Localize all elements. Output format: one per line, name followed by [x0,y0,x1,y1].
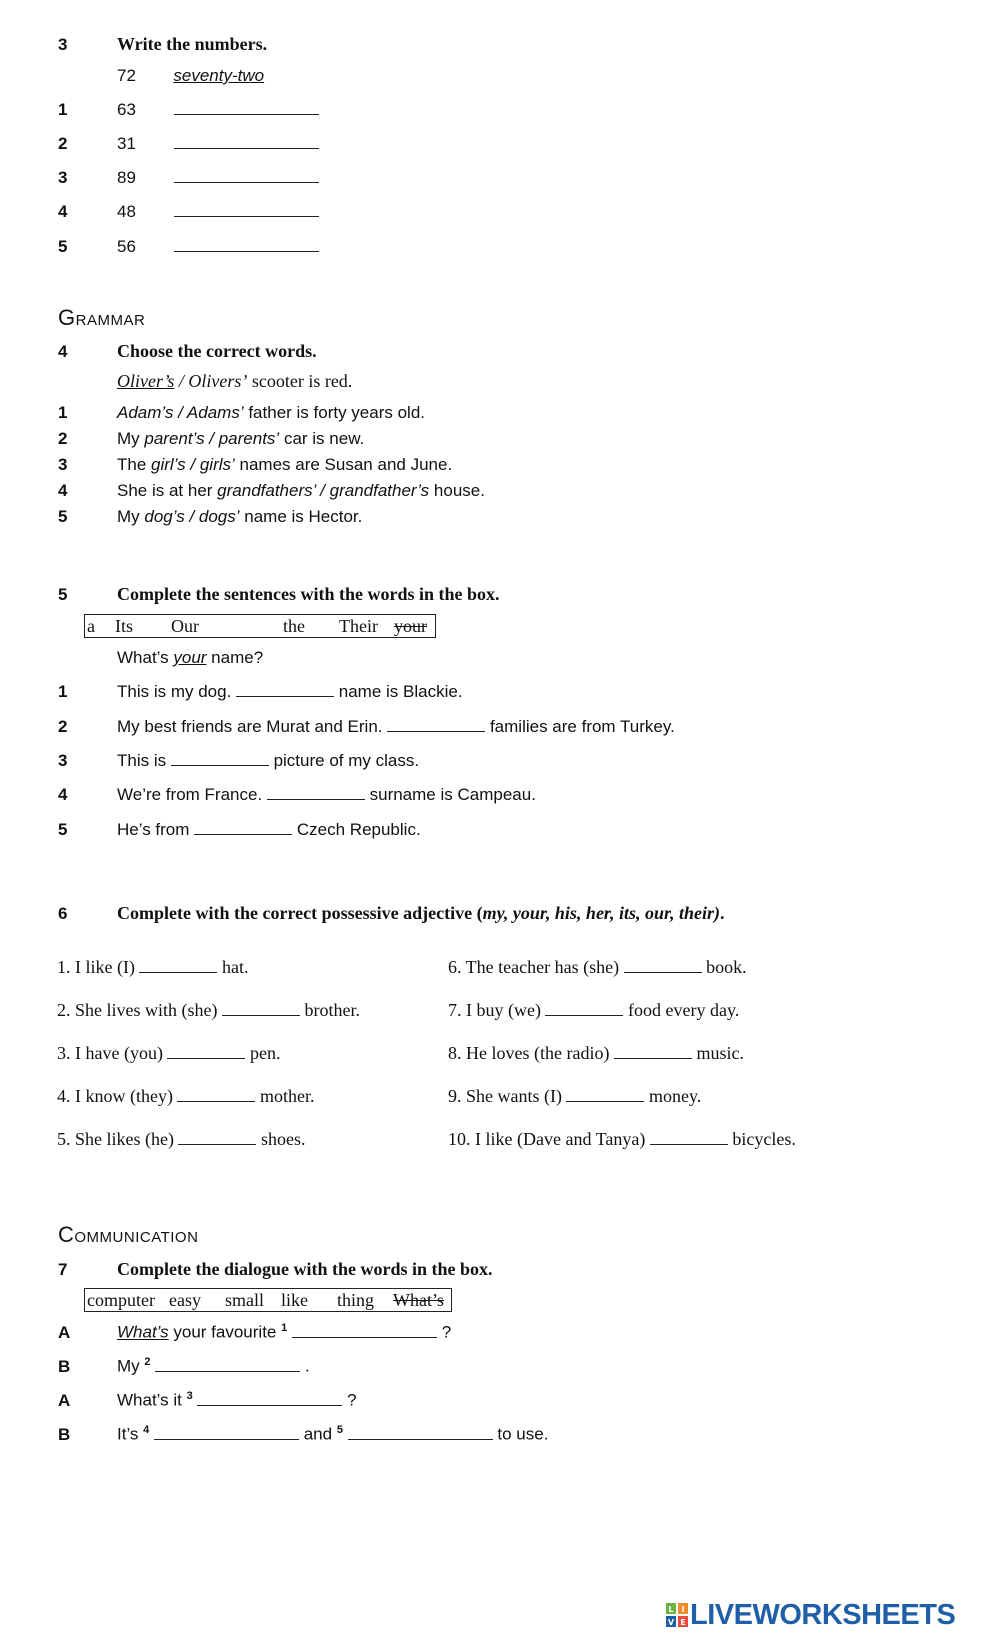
answer-blank[interactable] [197,1391,342,1406]
ex3-item [117,100,319,120]
grammar-section-title: Grammar [58,305,146,330]
ex5-item-text: We’re from France. [117,785,267,804]
ex4-item-text: The [117,455,152,474]
ex3-item-value: 56 [117,237,136,256]
ex5-box-word: Its [115,616,133,636]
ex6-item-text: 7. I buy (we) [448,1000,546,1020]
ex4-item-text: name is Hector. [239,507,363,526]
ex7-speaker: B [58,1357,71,1376]
ex5-item [117,682,463,702]
ex6-item-text: 5. She likes (he) [57,1129,179,1149]
ex6-title-pre: Complete with the correct possessive adjective ( [117,903,483,923]
answer-blank[interactable] [650,1130,728,1145]
ex4-item-number: 3 [58,455,68,474]
ex4-item-number: 5 [58,507,68,526]
ex3-item-number: 1 [58,100,68,119]
ex6-item [57,1086,314,1107]
answer-blank[interactable] [174,237,319,252]
ex7-line-text: to use. [492,1424,549,1444]
ex6-item-text: 4. I know (they) [57,1086,178,1106]
ex3-example [117,66,264,86]
liveworksheets-logo-icon [665,1602,689,1628]
ex7-speaker: A [58,1323,71,1342]
ex6-item-text: money. [644,1086,702,1106]
ex5-box-word-crossed: your [394,616,427,636]
ex5-word-box [84,614,436,638]
ex4-item-number: 1 [58,403,68,422]
ex5-item-text: Czech Republic. [292,820,421,839]
liveworksheets-brand-text: LIVEWORKSHEETS [690,1598,956,1631]
logo-letter: E [680,1618,686,1627]
ex4-item-options[interactable]: girl’s / girls’ [151,455,235,474]
ex4-example [117,371,352,392]
ex5-item-text: picture of my class. [268,751,420,770]
ex4-item-text: She is at her [117,481,218,500]
answer-blank[interactable] [545,1001,623,1016]
ex6-item [448,1086,701,1107]
ex5-item-number: 4 [58,785,68,804]
answer-blank[interactable] [194,820,292,835]
ex6-item-text: 9. She wants (I) [448,1086,567,1106]
ex7-line-text: What’s it [117,1390,187,1410]
ex7-box-word: thing [337,1290,375,1310]
ex3-item-value: 31 [117,134,136,153]
answer-blank[interactable] [387,717,485,732]
answer-blank[interactable] [178,1130,256,1145]
ex5-item-number: 1 [58,682,68,701]
ex7-number: 7 [58,1260,68,1279]
ex3-item-number: 4 [58,202,68,221]
ex7-gap-number: 4 [143,1424,150,1436]
ex6-item-text: 1. I like (I) [57,957,140,977]
ex4-item-text: My [117,507,145,526]
answer-blank[interactable] [566,1087,644,1102]
ex7-box-word: like [281,1290,308,1310]
ex7-title: Complete the dialogue with the words in the box. [117,1259,493,1279]
ex4-item-text: My [117,429,145,448]
ex3-item [117,237,319,257]
answer-blank[interactable] [155,1357,300,1372]
ex5-example-pre: What’s [117,648,174,667]
ex7-line-text: ? [436,1322,452,1342]
ex4-item-text: names are Susan and June. [234,455,453,474]
ex7-line-text: and [299,1424,337,1444]
answer-blank[interactable] [167,1044,245,1059]
ex6-title [117,903,724,924]
ex5-item [117,820,421,840]
ex6-item [57,1000,360,1021]
ex6-item-text: 3. I have (you) [57,1043,168,1063]
ex3-number: 3 [58,35,68,54]
ex4-item [117,403,425,423]
answer-blank[interactable] [236,682,334,697]
ex6-number: 6 [58,904,68,923]
ex4-item [117,507,362,527]
ex5-example-post: name? [206,648,264,667]
ex5-item-text: surname is Campeau. [364,785,536,804]
ex4-example-option-a: Oliver’s [117,371,175,391]
logo-letter: L [668,1605,674,1614]
ex7-gap-number: 3 [186,1390,193,1402]
ex6-item-text: food every day. [623,1000,740,1020]
answer-blank[interactable] [171,751,269,766]
ex7-box-word: easy [169,1290,201,1310]
ex6-item [57,957,248,978]
answer-blank[interactable] [292,1323,437,1338]
ex7-line-text: It’s [117,1424,144,1444]
answer-blank[interactable] [139,958,217,973]
ex5-item-text: He’s from [117,820,195,839]
ex4-example-rest: scooter is red. [247,371,353,391]
ex5-title: Complete the sentences with the words in the box. [117,584,500,604]
ex4-example-sep: / [174,371,189,391]
ex6-title-post: . [719,903,725,923]
ex6-item [57,1043,280,1064]
ex3-item-value: 48 [117,202,136,221]
ex4-item-text: father is forty years old. [243,403,426,422]
ex4-title: Choose the correct words. [117,341,317,361]
ex3-item-value: 63 [117,100,136,119]
ex6-item-text: music. [691,1043,744,1063]
ex5-example [117,648,263,668]
ex7-gap-number: 2 [144,1356,151,1368]
answer-blank[interactable] [348,1425,493,1440]
logo-letter: V [667,1618,675,1627]
ex7-example-answer: What’s [117,1322,169,1342]
ex3-item [117,168,319,188]
ex5-item-text: My best friends are Murat and Erin. [117,717,388,736]
ex3-item [117,134,319,154]
ex6-item [448,957,747,978]
ex3-item [117,202,319,222]
ex6-item [448,1129,796,1150]
ex7-gap-number: 1 [281,1322,288,1334]
ex7-speaker: B [58,1425,71,1444]
answer-blank[interactable] [177,1087,255,1102]
ex4-item [117,429,364,449]
ex6-item-text: bicycles. [727,1129,796,1149]
ex7-line-1 [117,1322,451,1343]
ex7-line-2 [117,1356,310,1377]
ex6-item-text: book. [701,957,747,977]
ex6-item-text: brother. [299,1000,360,1020]
ex4-item-number: 4 [58,481,68,500]
ex6-title-words: my, your, his, her, its, our, their) [482,903,720,923]
ex4-item-text: house. [429,481,485,500]
ex5-item-text: This is my dog. [117,682,237,701]
ex5-item-number: 3 [58,751,68,770]
ex4-item-options[interactable]: parent’s / parents’ [144,429,280,448]
ex4-item-options[interactable]: Adam’s / Adams’ [117,403,244,422]
answer-blank[interactable] [174,134,319,149]
answer-blank[interactable] [174,100,319,115]
ex5-box-word: the [283,616,305,636]
answer-blank[interactable] [267,785,365,800]
ex6-item-text: mother. [255,1086,315,1106]
ex4-number: 4 [58,342,68,361]
ex7-line-text: . [300,1356,310,1376]
ex6-item-text: 10. I like (Dave and Tanya) [448,1129,650,1149]
ex6-item-text: pen. [245,1043,281,1063]
ex5-item [117,717,675,737]
ex6-item-text: 6. The teacher has (she) [448,957,624,977]
ex6-item [57,1129,305,1150]
ex5-item-number: 2 [58,717,68,736]
ex5-box-word: Their [339,616,378,636]
ex3-item-number: 5 [58,237,68,256]
answer-blank[interactable] [174,202,319,217]
ex6-item-text: shoes. [256,1129,306,1149]
ex5-item [117,785,536,805]
ex7-line-text: your favourite [168,1322,282,1342]
ex7-box-word: computer [87,1290,155,1310]
ex7-line-3 [117,1390,357,1411]
ex7-line-text: ? [342,1390,357,1410]
ex4-item-number: 2 [58,429,68,448]
answer-blank[interactable] [174,168,319,183]
answer-blank[interactable] [154,1425,299,1440]
ex5-example-answer: your [173,648,207,667]
ex5-item-number: 5 [58,820,68,839]
ex4-item-text: car is new. [279,429,365,448]
ex6-item-text: hat. [217,957,249,977]
ex3-item-number: 3 [58,168,68,187]
ex7-box-word-crossed: What’s [393,1290,444,1310]
ex6-item-text: 2. She lives with (she) [57,1000,222,1020]
ex5-number: 5 [58,585,68,604]
ex4-item [117,481,485,501]
ex6-item-text: 8. He loves (the radio) [448,1043,614,1063]
ex7-line-4 [117,1424,548,1445]
ex3-example-value: 72 [117,66,136,85]
ex5-item-text: This is [117,751,171,770]
ex3-example-answer: seventy-two [173,66,265,85]
ex3-item-value: 89 [117,168,136,187]
answer-blank[interactable] [614,1044,692,1059]
ex7-gap-number: 5 [336,1424,343,1436]
ex5-box-word: Our [171,616,199,636]
ex6-item [448,1043,744,1064]
ex5-item-text: families are from Turkey. [485,717,675,736]
ex7-word-box [84,1288,452,1312]
ex5-item-text: name is Blackie. [334,682,463,701]
ex7-speaker: A [58,1391,71,1410]
logo-letter: I [681,1605,685,1614]
ex7-line-text: My [117,1356,145,1376]
ex5-box-word: a [87,616,95,636]
ex3-item-number: 2 [58,134,68,153]
liveworksheets-logo[interactable] [665,1600,955,1630]
ex4-item [117,455,452,475]
ex4-example-option-b: Olivers’ [188,371,248,391]
ex6-item [448,1000,739,1021]
answer-blank[interactable] [624,958,702,973]
ex5-item [117,751,419,771]
ex7-box-word: small [225,1290,264,1310]
ex4-item-options[interactable]: grandfathers’ / grandfather’s [217,481,430,500]
ex4-item-options[interactable]: dog’s / dogs’ [144,507,240,526]
answer-blank[interactable] [222,1001,300,1016]
ex3-title: Write the numbers. [117,34,268,54]
communication-section-title: Communication [58,1222,199,1247]
